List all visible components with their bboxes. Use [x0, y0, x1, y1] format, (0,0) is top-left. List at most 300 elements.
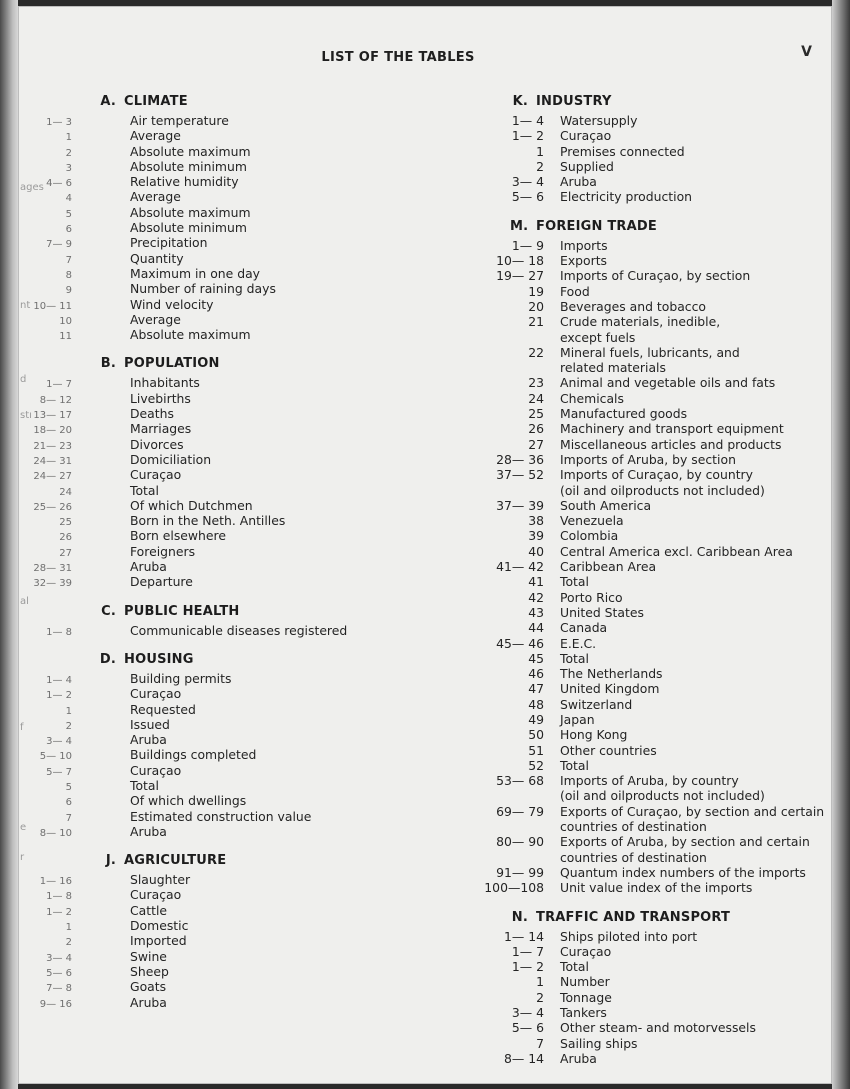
table-label: Central America excl. Caribbean Area [560, 543, 793, 559]
table-number: 21— 23 [33, 440, 72, 452]
table-number: 91— 99 [496, 864, 544, 880]
table-number: 1— 7 [46, 379, 72, 391]
table-entry [438, 743, 832, 758]
table-label: Premises connected [560, 143, 685, 159]
table-entry [18, 671, 498, 686]
table-entry [438, 421, 832, 436]
table-number: 2 [536, 989, 544, 1005]
table-entry [438, 345, 832, 360]
table-label: Inhabitants [130, 375, 200, 391]
table-entry [18, 747, 498, 762]
table-label: Total [130, 777, 159, 793]
table-label: Imports of Aruba, by section [560, 451, 736, 467]
table-label: Imports of Aruba, by country [560, 773, 739, 789]
table-label: Curaçao [130, 762, 182, 778]
table-label: Porto Rico [560, 589, 623, 605]
table-number: 53— 68 [496, 773, 544, 789]
table-entry [438, 666, 832, 681]
section-letter: J. [105, 853, 116, 869]
table-number: 1 [65, 132, 72, 144]
table-number: 1— 4 [46, 674, 72, 686]
table-number: 3— 4 [511, 174, 544, 190]
table-label: Quantum index numbers of the imports [560, 864, 806, 880]
section-heading [438, 94, 832, 113]
table-number: 19— 27 [496, 268, 544, 284]
table-label: Absolute minimum [130, 220, 247, 236]
gutter-fragment: r [20, 852, 25, 863]
table-number: 49 [528, 711, 544, 727]
table-number: 2 [65, 147, 72, 159]
table-number: 28— 31 [33, 563, 72, 575]
table-number: 1 [536, 143, 544, 159]
table-number: 43 [528, 604, 544, 620]
table-entry [18, 498, 498, 513]
table-label: Born elsewhere [130, 528, 226, 544]
gutter-fragment: al [20, 596, 29, 607]
table-number: 5— 6 [511, 1020, 544, 1036]
table-label: (oil and oilproducts not included) [560, 788, 765, 804]
table-label: Canada [560, 620, 608, 636]
table-entry [438, 483, 832, 498]
table-entry [438, 620, 832, 635]
table-label: Miscellaneous articles and products [560, 436, 782, 452]
table-label: Curaçao [560, 128, 612, 144]
table-entry [18, 979, 498, 994]
table-entry [438, 758, 832, 773]
section-letter: M. [510, 218, 529, 234]
section-letter: K. [512, 94, 528, 109]
table-number: 10— 18 [496, 253, 544, 269]
table-number: 37— 39 [496, 497, 544, 513]
section-letter: C. [101, 603, 116, 619]
table-entry [18, 483, 498, 498]
table-number: 6 [65, 797, 72, 809]
table-number: 8— 10 [39, 827, 72, 839]
table-label: Colombia [560, 528, 619, 544]
table-label: Exports [560, 253, 608, 269]
table-number: 41— 42 [496, 559, 544, 575]
table-number: 1— 2 [46, 690, 72, 702]
table-number: 5— 6 [511, 189, 544, 205]
section-heading [18, 652, 498, 671]
table-label: Of which dwellings [130, 793, 247, 809]
table-entry [18, 903, 498, 918]
table-label: Mineral fuels, lubricants, and [560, 344, 740, 360]
left-column [18, 94, 498, 1024]
table-label: Manufactured goods [560, 406, 688, 422]
table-number: 26 [59, 532, 72, 544]
table-number: 69— 79 [496, 803, 544, 819]
table-entry [18, 327, 498, 342]
section-heading [18, 356, 498, 375]
table-label: Building permits [130, 670, 232, 686]
table-entry [18, 544, 498, 559]
table-label: Switzerland [560, 696, 633, 712]
table-entry [438, 330, 832, 345]
table-entry [18, 189, 498, 204]
table-number: 9 [65, 285, 72, 297]
table-number: 100—108 [484, 880, 544, 896]
table-entry [438, 819, 832, 834]
table-entry [438, 314, 832, 329]
table-label: countries of destination [560, 849, 707, 865]
table-entry [438, 944, 832, 959]
table-label: Imports of Curaçao, by country [560, 467, 753, 483]
table-number: 27 [59, 547, 72, 559]
table-entry [438, 804, 832, 819]
table-entry [18, 793, 498, 808]
table-label: Curaçao [560, 943, 612, 959]
table-entry [438, 990, 832, 1005]
table-entry [438, 1036, 832, 1051]
table-label: Aruba [130, 559, 167, 575]
table-label: Domestic [130, 918, 189, 934]
table-number: 2 [65, 937, 72, 949]
table-entry [18, 144, 498, 159]
table-label: Sailing ships [560, 1035, 638, 1051]
table-label: Goats [130, 979, 167, 995]
table-label: except fuels [560, 329, 636, 345]
section-heading [438, 910, 832, 929]
table-entry [18, 949, 498, 964]
table-entry [438, 880, 832, 895]
table-number: 8 [65, 269, 72, 281]
table-label: Sheep [130, 963, 169, 979]
section-title: AGRICULTURE [124, 853, 227, 869]
table-label: Deaths [130, 406, 174, 422]
table-label: Aruba [130, 994, 167, 1010]
table-label: Chemicals [560, 390, 624, 406]
section-heading [18, 853, 498, 872]
table-number: 8— 14 [504, 1050, 544, 1066]
table-label: Divorces [130, 436, 184, 452]
table-label: Crude materials, inedible, [560, 314, 721, 330]
table-entry [18, 809, 498, 824]
table-entry [438, 528, 832, 543]
section [438, 219, 832, 896]
table-label: Average [130, 128, 181, 144]
table-number: 5 [65, 208, 72, 220]
right-column [438, 94, 832, 1080]
table-number: 28— 36 [496, 451, 544, 467]
table-entry [18, 763, 498, 778]
table-number: 4— 6 [46, 178, 72, 190]
table-entry [438, 651, 832, 666]
table-label: The Netherlands [560, 666, 663, 682]
section-title: INDUSTRY [536, 94, 612, 109]
table-label: Curaçao [130, 887, 182, 903]
table-entry [438, 189, 832, 204]
table-entry [438, 128, 832, 143]
table-label: Watersupply [560, 113, 638, 128]
table-label: (oil and oilproducts not included) [560, 482, 765, 498]
table-number: 51 [528, 742, 544, 758]
table-number: 1— 3 [46, 117, 72, 128]
page-edge-shadow [832, 0, 850, 1089]
table-entry [18, 251, 498, 266]
table-label: Domiciliation [130, 451, 212, 467]
table-entry [438, 268, 832, 283]
section-heading [438, 219, 832, 238]
table-label: Number [560, 974, 610, 990]
table-label: Absolute maximum [130, 204, 251, 220]
table-number: 25 [528, 406, 544, 422]
table-label: Total [560, 574, 589, 590]
table-entry [18, 452, 498, 467]
table-entry [438, 284, 832, 299]
table-entry [18, 995, 498, 1010]
table-label: Unit value index of the imports [560, 880, 753, 896]
table-entry [18, 437, 498, 452]
table-number: 7— 9 [46, 239, 72, 251]
page-number: V [801, 44, 812, 60]
table-entry [18, 872, 498, 887]
table-entry [438, 574, 832, 589]
table-number: 6 [65, 224, 72, 236]
table-entry [438, 590, 832, 605]
table-entry [18, 717, 498, 732]
book-spine-shadow [0, 0, 18, 1089]
table-number: 48 [528, 696, 544, 712]
table-number: 23 [528, 375, 544, 391]
table-label: Absolute minimum [130, 158, 247, 174]
table-label: Marriages [130, 421, 192, 437]
table-number: 22 [528, 344, 544, 360]
table-entry [18, 887, 498, 902]
table-number: 10— 11 [33, 300, 72, 312]
table-number: 25 [59, 517, 72, 529]
table-entry [438, 513, 832, 528]
table-number: 1 [536, 974, 544, 990]
section-title: CLIMATE [124, 94, 188, 109]
table-label: Aruba [130, 823, 167, 839]
table-entry [18, 918, 498, 933]
table-label: South America [560, 497, 652, 513]
table-number: 3— 4 [46, 952, 72, 964]
table-entry [18, 686, 498, 701]
table-entry [438, 773, 832, 788]
table-number: 5— 10 [39, 751, 72, 763]
table-number: 1— 9 [511, 237, 544, 253]
table-number: 7 [65, 254, 72, 266]
table-label: Wind velocity [130, 296, 214, 312]
table-entry [438, 1020, 832, 1035]
table-number: 7— 8 [46, 983, 72, 995]
table-entry [438, 159, 832, 174]
table-number: 5 [65, 781, 72, 793]
table-entry [438, 605, 832, 620]
table-label: Total [560, 959, 589, 975]
page-title: LIST OF THE TABLES [321, 50, 475, 65]
table-number: 24 [528, 390, 544, 406]
table-entry [438, 681, 832, 696]
table-label: Swine [130, 948, 167, 964]
table-entry [18, 174, 498, 189]
table-label: United Kingdom [560, 681, 660, 697]
table-label: Tankers [560, 1005, 607, 1021]
table-label: Average [130, 311, 181, 327]
table-entry [438, 712, 832, 727]
table-label: Exports of Curaçao, by section and certain [560, 803, 825, 819]
table-label: Caribbean Area [560, 559, 657, 575]
table-label: Hong Kong [560, 727, 628, 743]
table-entry [438, 253, 832, 268]
table-label: United States [560, 604, 644, 620]
section [18, 853, 498, 1010]
table-entry [18, 467, 498, 482]
gutter-fragment: ages [20, 182, 44, 193]
table-number: 45— 46 [496, 635, 544, 651]
table-number: 1 [65, 922, 72, 934]
table-number: 1— 16 [39, 876, 72, 888]
section [18, 94, 498, 342]
table-number: 1— 8 [46, 626, 72, 638]
table-number: 37— 52 [496, 467, 544, 483]
table-entry [18, 113, 498, 128]
table-label: Departure [130, 574, 193, 590]
table-label: Aruba [130, 732, 167, 748]
table-entry [18, 205, 498, 220]
table-label: Animal and vegetable oils and fats [560, 375, 776, 391]
table-entry [438, 452, 832, 467]
table-entry [18, 574, 498, 589]
table-number: 18— 20 [33, 425, 72, 437]
table-number: 8— 12 [39, 394, 72, 406]
table-entry [438, 360, 832, 375]
table-entry [18, 559, 498, 574]
table-label: Supplied [560, 158, 614, 174]
table-number: 21 [528, 314, 544, 330]
table-entry [18, 235, 498, 250]
section-letter: N. [511, 909, 528, 925]
table-label: Slaughter [130, 872, 191, 888]
section [18, 652, 498, 839]
table-number: 13— 17 [33, 410, 72, 422]
table-label: Tonnage [560, 989, 612, 1005]
table-number: 32— 39 [33, 578, 72, 590]
table-entry [438, 113, 832, 128]
table-number: 19 [528, 283, 544, 299]
table-number: 1— 2 [511, 959, 544, 975]
table-entry [438, 697, 832, 712]
table-entry [438, 375, 832, 390]
table-label: countries of destination [560, 819, 707, 835]
table-label: Air temperature [130, 113, 229, 128]
section-title: HOUSING [124, 651, 194, 667]
table-number: 1— 2 [511, 128, 544, 144]
table-entry [18, 266, 498, 281]
section-title: TRAFFIC AND TRANSPORT [536, 909, 731, 925]
table-entry [18, 128, 498, 143]
table-number: 24 [59, 486, 72, 498]
gutter-fragment: e [20, 822, 27, 833]
table-entry [18, 312, 498, 327]
table-label: Precipitation [130, 235, 208, 251]
table-entry [18, 778, 498, 793]
table-entry [438, 727, 832, 742]
table-label: Communicable diseases registered [130, 622, 348, 638]
table-label: Machinery and transport equipment [560, 421, 784, 437]
table-label: Other steam- and motorvessels [560, 1020, 756, 1036]
gutter-fragment: nt [20, 300, 31, 311]
table-number: 46 [528, 666, 544, 682]
table-entry [18, 406, 498, 421]
table-entry [438, 850, 832, 865]
table-label: Issued [130, 716, 170, 732]
table-number: 1— 2 [46, 906, 72, 918]
table-entry [438, 144, 832, 159]
table-number: 25— 26 [33, 501, 72, 513]
table-number: 47 [528, 681, 544, 697]
table-entry [438, 559, 832, 574]
table-number: 5— 6 [46, 967, 72, 979]
table-label: Total [560, 650, 589, 666]
table-label: Food [560, 283, 590, 299]
table-entry [18, 220, 498, 235]
table-entry [438, 959, 832, 974]
table-number: 27 [528, 436, 544, 452]
table-label: Curaçao [130, 467, 182, 483]
section-letter: B. [100, 356, 116, 372]
table-label: Foreigners [130, 543, 196, 559]
table-number: 3— 4 [46, 736, 72, 748]
section-title: PUBLIC HEALTH [124, 603, 240, 619]
table-number: 3— 4 [511, 1005, 544, 1021]
table-number: 45 [528, 650, 544, 666]
table-label: Maximum in one day [130, 265, 261, 281]
table-label: E.E.C. [560, 635, 597, 651]
table-number: 24— 31 [33, 455, 72, 467]
table-label: Number of raining days [130, 281, 276, 297]
table-entry [438, 788, 832, 803]
table-number: 1— 7 [511, 943, 544, 959]
table-label: Aruba [560, 174, 597, 190]
table-label: Other countries [560, 742, 657, 758]
table-label: Livebirths [130, 390, 191, 406]
table-entry [438, 974, 832, 989]
table-number: 52 [528, 757, 544, 773]
table-number: 9— 16 [39, 998, 72, 1010]
table-entry [18, 297, 498, 312]
table-number: 5— 7 [46, 766, 72, 778]
table-label: Buildings completed [130, 747, 257, 763]
table-label: Total [130, 482, 159, 498]
table-label: Quantity [130, 250, 184, 266]
section [18, 604, 498, 638]
table-entry [438, 1051, 832, 1066]
table-number: 4 [65, 193, 72, 205]
document-page [18, 6, 832, 1084]
table-entry [18, 933, 498, 948]
table-label: Cattle [130, 902, 168, 918]
table-entry [438, 498, 832, 513]
table-label: Ships piloted into port [560, 928, 698, 944]
table-entry [18, 391, 498, 406]
table-label: related materials [560, 360, 666, 376]
table-entry [438, 834, 832, 849]
table-number: 41 [528, 574, 544, 590]
table-entry [18, 702, 498, 717]
table-number: 1— 8 [46, 891, 72, 903]
section-letter: D. [99, 651, 116, 667]
table-entry [18, 421, 498, 436]
table-label: Born in the Neth. Antilles [130, 513, 286, 529]
table-entry [438, 1005, 832, 1020]
gutter-fragment: stı [20, 410, 32, 421]
section-title: POPULATION [124, 356, 220, 372]
table-label: Estimated construction value [130, 808, 312, 824]
table-entry [438, 467, 832, 482]
